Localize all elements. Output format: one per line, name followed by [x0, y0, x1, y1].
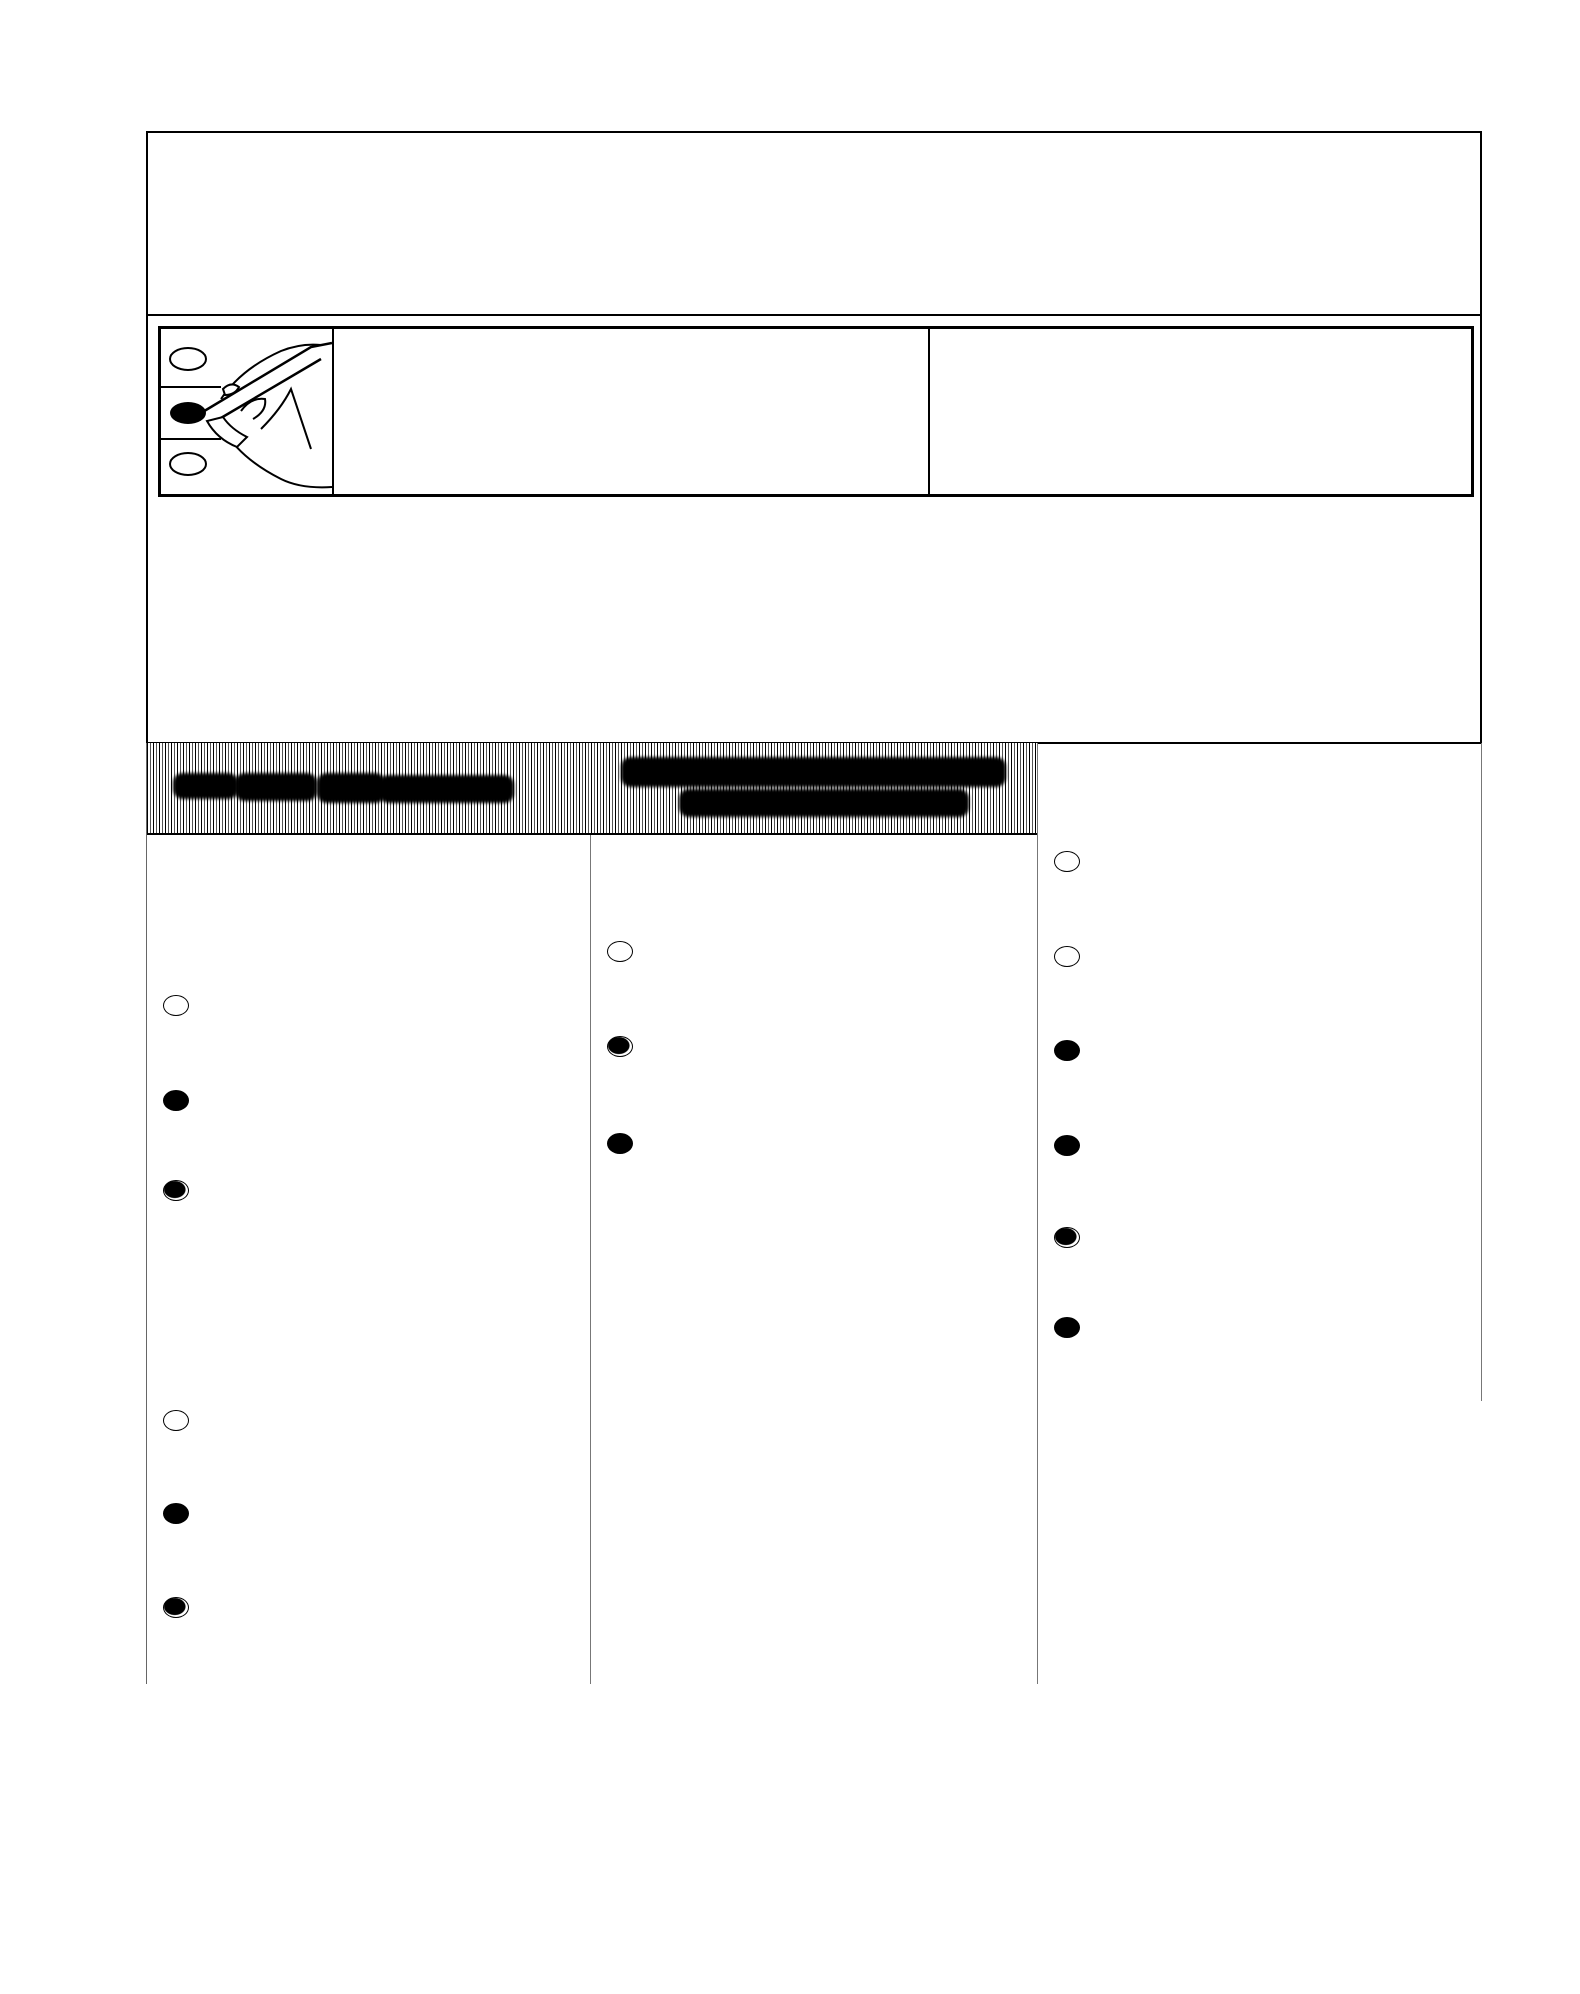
- redacted-header: [147, 743, 591, 835]
- vote-oval-filled[interactable]: [607, 1133, 633, 1154]
- vote-oval-filled[interactable]: [607, 1036, 633, 1057]
- vote-oval-empty[interactable]: [163, 995, 189, 1016]
- redacted-header: [591, 743, 1037, 835]
- left-race-column: [146, 743, 591, 1684]
- pen-hand-icon: [161, 329, 332, 492]
- hand-marking-oval-illustration: [161, 329, 334, 494]
- vote-oval-filled[interactable]: [1054, 1040, 1080, 1061]
- vote-oval-filled[interactable]: [163, 1180, 189, 1201]
- instructions-section: [146, 316, 1482, 744]
- vote-oval-filled[interactable]: [163, 1090, 189, 1111]
- vote-oval-empty[interactable]: [607, 941, 633, 962]
- ballot-header: [146, 131, 1482, 316]
- vote-oval-filled[interactable]: [163, 1597, 189, 1618]
- warning-box: [928, 329, 1471, 494]
- vote-oval-empty[interactable]: [163, 1410, 189, 1431]
- vote-oval-filled[interactable]: [1054, 1227, 1080, 1248]
- vote-oval-empty[interactable]: [1054, 946, 1080, 967]
- vote-oval-filled[interactable]: [1054, 1135, 1080, 1156]
- ballot: [146, 131, 1482, 1684]
- vote-oval-filled[interactable]: [1054, 1317, 1080, 1338]
- vote-oval-empty[interactable]: [1054, 851, 1080, 872]
- instructions-box: [158, 326, 1474, 497]
- middle-race-column: [591, 743, 1038, 1684]
- right-race-column: [1038, 743, 1482, 1401]
- vote-oval-filled[interactable]: [163, 1503, 189, 1524]
